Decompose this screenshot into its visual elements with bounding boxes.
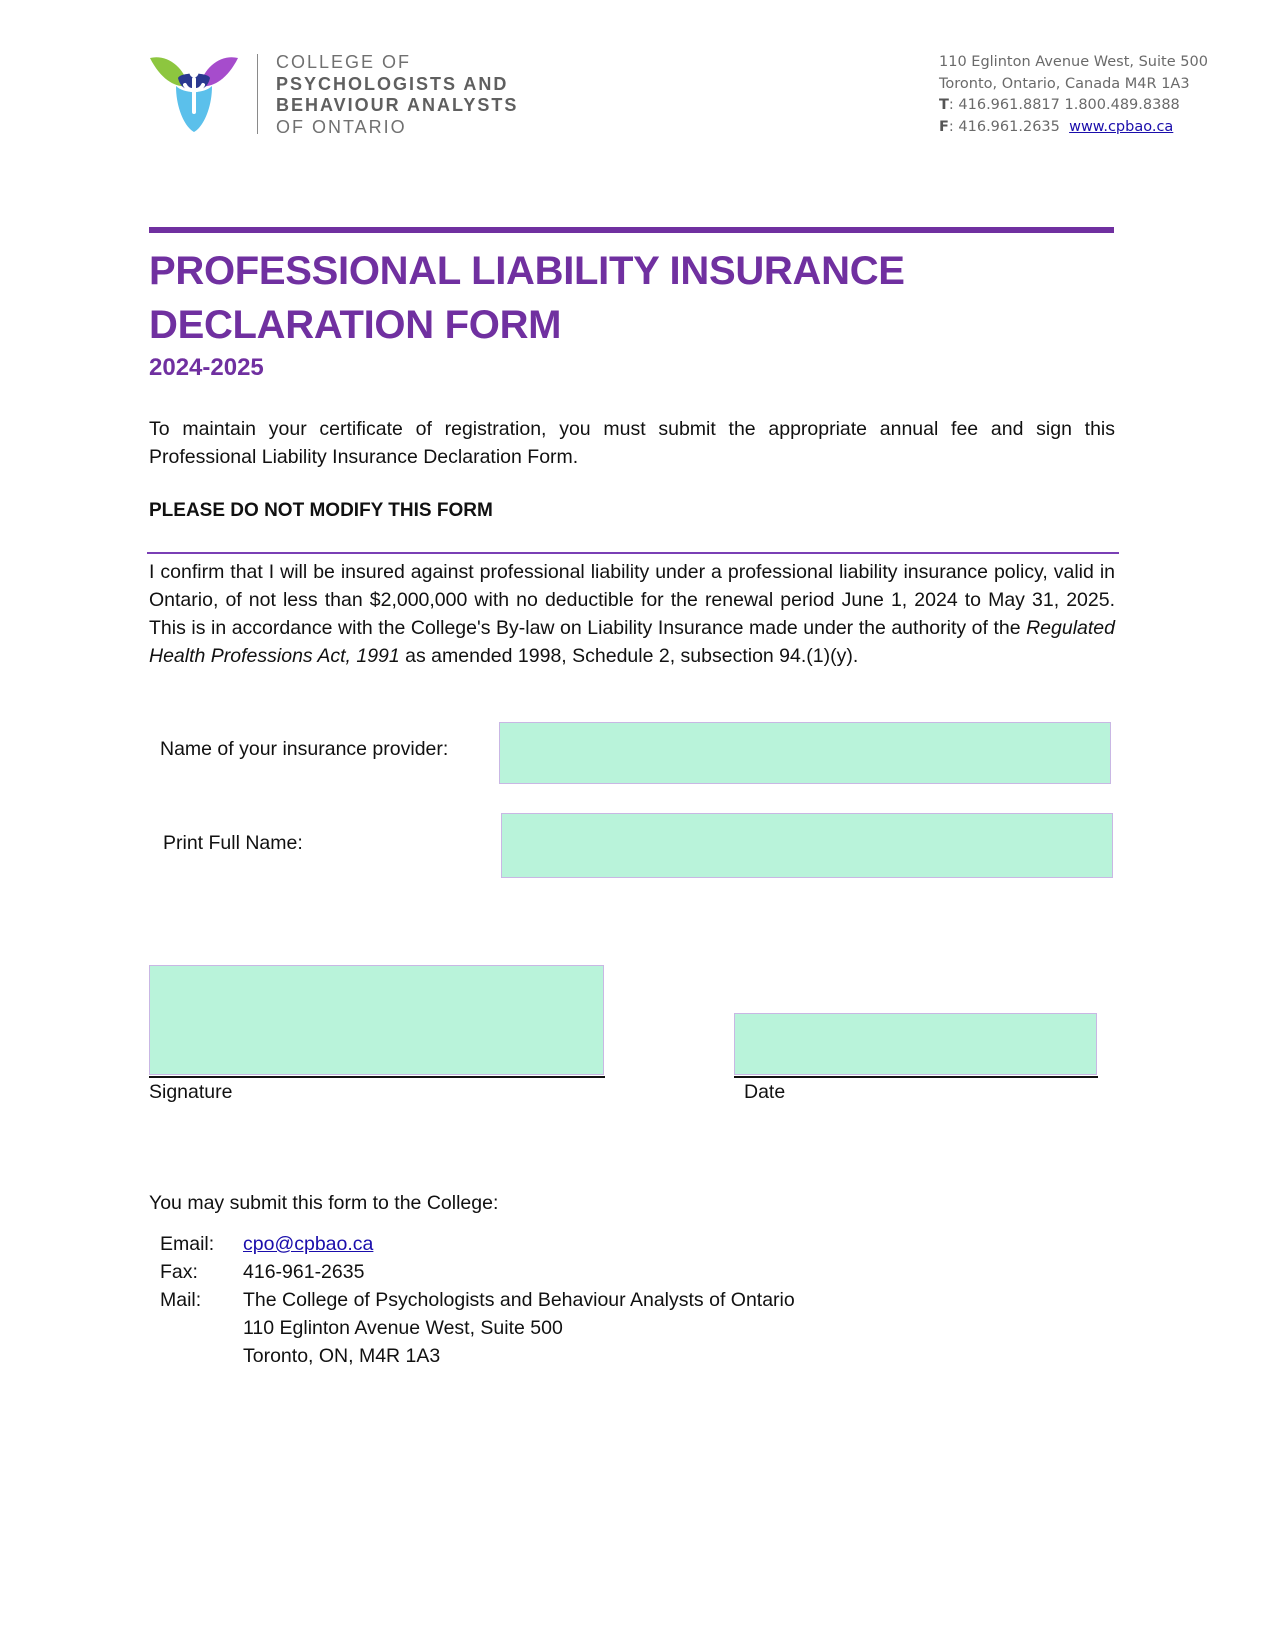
signature-label: Signature	[149, 1081, 233, 1103]
college-name-line4: OF ONTARIO	[276, 116, 407, 137]
act-name: Regulated Health Professions Act, 1991	[149, 617, 1115, 667]
form-year: 2024-2025	[149, 354, 264, 381]
email-link[interactable]: cpo@cpbao.ca	[243, 1233, 374, 1255]
signature-line	[149, 1076, 605, 1078]
college-name	[276, 52, 518, 138]
submit-mail-row	[160, 1286, 795, 1370]
fax	[939, 117, 1208, 139]
telephone	[939, 95, 1208, 117]
address-line1: 110 Eglinton Avenue West, Suite 500	[939, 54, 1208, 70]
intro-paragraph: To maintain your certificate of registration, you must submit the appropriate annual fee and sign this Professional Liability Insurance Declaration Form.	[149, 418, 1115, 468]
college-logo	[148, 52, 240, 134]
insurance-provider-label: Name of your insurance provider:	[160, 738, 449, 760]
title-line1: PROFESSIONAL LIABILITY INSURANCE	[149, 249, 905, 293]
confirmation-part2: as amended 1998, Schedule 2, subsection 94.(1)(y).	[399, 645, 859, 667]
date-label: Date	[744, 1081, 786, 1103]
website-link[interactable]: www.cpbao.ca	[1069, 118, 1174, 135]
fax-number-key: Fax:	[160, 1261, 198, 1283]
submit-fax-row	[160, 1258, 795, 1286]
contact-block	[939, 52, 1208, 138]
mail-address	[243, 1286, 795, 1370]
mail-address-line1: The College of Psychologists and Behaviour Analysts of Ontario	[243, 1289, 795, 1311]
date-line	[734, 1076, 1098, 1078]
telephone-value: : 416.961.8817 1.800.489.8388	[948, 97, 1180, 113]
full-name-field[interactable]	[501, 813, 1113, 878]
telephone-key: T	[939, 97, 949, 113]
confirmation-paragraph	[149, 558, 1115, 670]
section-rule	[147, 552, 1119, 554]
confirmation-part1: I confirm that I will be insured against professional liability under a professional liability insurance policy, valid in Ontario, of not less than $2,000,000 with no deductible for the renewal period June 1, 2024 to May 31, 2025. This is in accordance with the College's By-law on Liability Insurance made under the authority of the	[149, 561, 1115, 639]
date-field[interactable]	[734, 1013, 1097, 1075]
college-name-line1: COLLEGE OF	[276, 52, 412, 72]
college-name-line3: BEHAVIOUR ANALYSTS	[276, 95, 519, 115]
address-line2: Toronto, Ontario, Canada M4R 1A3	[939, 75, 1190, 92]
fax-key: F	[939, 118, 949, 135]
submit-details	[160, 1230, 795, 1370]
page-title	[149, 244, 905, 352]
do-not-modify-notice: PLEASE DO NOT MODIFY THIS FORM	[149, 500, 493, 521]
title-line2: DECLARATION FORM	[149, 303, 562, 347]
title-rule	[149, 227, 1114, 233]
submit-intro: You may submit this form to the College:	[149, 1192, 499, 1214]
mail-address-line3: Toronto, ON, M4R 1A3	[243, 1345, 441, 1367]
full-name-label: Print Full Name:	[163, 832, 303, 854]
submit-email-row	[160, 1230, 795, 1258]
logo-divider	[257, 54, 258, 134]
college-name-line2: PSYCHOLOGISTS AND	[276, 73, 509, 94]
mail-key: Mail:	[160, 1289, 202, 1311]
mail-address-line2: 110 Eglinton Avenue West, Suite 500	[243, 1317, 563, 1339]
signature-field[interactable]	[149, 965, 604, 1075]
email-key: Email:	[160, 1233, 215, 1255]
insurance-provider-field[interactable]	[499, 722, 1111, 784]
fax-value: : 416.961.2635	[948, 118, 1060, 135]
fax-number: 416-961-2635	[243, 1261, 365, 1283]
